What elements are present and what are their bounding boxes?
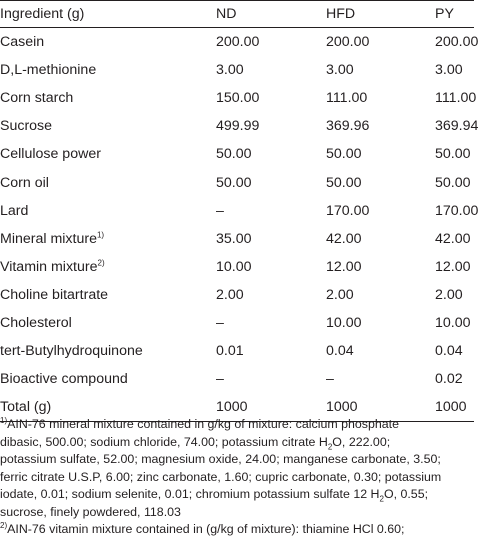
hfd-value-cell: 3.00: [326, 62, 354, 79]
ingredient-cell: Lard: [0, 202, 29, 219]
hfd-value-cell: 1000: [326, 393, 435, 422]
hfd-value-cell: 0.04: [326, 343, 354, 360]
nd-value-cell: 499.99: [216, 118, 260, 135]
table-body: [0, 28, 478, 422]
hfd-value-cell: 369.96: [326, 118, 370, 135]
table-row: [0, 365, 474, 393]
footnote-2-marker: 2): [0, 520, 8, 530]
py-value-cell: 1000: [435, 393, 474, 422]
hfd-value-cell: 42.00: [326, 230, 362, 247]
py-value-cell: 170.00: [435, 202, 478, 219]
table-row: [0, 56, 474, 84]
py-value-cell: 42.00: [435, 230, 471, 247]
hfd-value-cell: 170.00: [326, 202, 370, 219]
nd-value-cell: 10.00: [216, 258, 252, 275]
nd-value-cell: 200.00: [216, 34, 260, 51]
footnote-2-line-1: $^{2)}$AIN-76 vitamin mixture contained in (g/kg of mixture): thiamine HCl 0.60;: [0, 520, 405, 536]
table-row: [0, 84, 474, 112]
py-value-cell: 200.00: [435, 34, 478, 51]
ingredient-cell: Cellulose power: [0, 146, 101, 163]
header-nd: ND: [216, 1, 326, 28]
ingredient-cell: Cholesterol: [0, 314, 72, 331]
footnote-ref: 1): [96, 229, 105, 239]
nd-value-cell: 0.01: [216, 343, 244, 360]
hfd-value-cell: 2.00: [326, 286, 354, 303]
footnote-1-marker: 1): [0, 415, 8, 425]
hfd-value-cell: 50.00: [326, 174, 362, 191]
header-hfd: HFD: [326, 1, 435, 28]
footnote-1-line-2: dibasic, 500.00; sodium chloride, 74.00; potassium citrate $H_2O$, 222.00;: [0, 434, 391, 451]
hfd-value-cell: 10.00: [326, 314, 362, 331]
nd-value-cell: –: [216, 202, 224, 219]
nd-value-cell: 35.00: [216, 230, 252, 247]
nd-value-cell: –: [216, 371, 224, 388]
ingredient-cell: D,L-methionine: [0, 62, 97, 79]
py-value-cell: 3.00: [435, 62, 463, 79]
header-ingredient: Ingredient (g): [0, 1, 216, 28]
nd-value-cell: 2.00: [216, 286, 244, 303]
nd-value-cell: 50.00: [216, 174, 252, 191]
table-row: [0, 225, 474, 253]
nd-value-cell: 150.00: [216, 90, 260, 107]
hfd-value-cell: 12.00: [326, 258, 362, 275]
ingredient-cell: Mineral mixture$^{1)}$: [0, 229, 105, 247]
footnote-1-line-6: sucrose, finely powdered, 118.03: [0, 504, 181, 519]
table-row: [0, 168, 474, 196]
table-row: [0, 337, 474, 365]
nd-value-cell: 1000: [216, 393, 326, 422]
footnote-1-line-1: $^{1)}$AIN-76 mineral mixture contained in g/kg of mixture: calcium phosphate: [0, 415, 399, 431]
nd-value-cell: 3.00: [216, 62, 244, 79]
ingredient-cell: Total (g): [0, 393, 216, 422]
ingredient-cell: Casein: [0, 34, 45, 51]
footnote-1-line-3: potassium sulfate, 52.00; magnesium oxide, 24.00; manganese carbonate, 3.50;: [0, 452, 441, 466]
py-value-cell: 50.00: [435, 174, 471, 191]
header-py: PY: [435, 1, 474, 28]
table-row: [0, 197, 474, 225]
py-value-cell: 0.04: [435, 343, 463, 360]
table-header-row: [0, 1, 474, 28]
hfd-value-cell: 111.00: [326, 90, 368, 107]
hfd-value-cell: –: [326, 371, 334, 388]
py-value-cell: 12.00: [435, 258, 471, 275]
table-row: [0, 28, 474, 57]
py-value-cell: 0.02: [435, 371, 463, 388]
ingredient-cell: tert-Butylhydroquinone: [0, 343, 143, 360]
py-value-cell: 2.00: [435, 286, 463, 303]
py-value-cell: 10.00: [435, 314, 471, 331]
table-row: [0, 140, 474, 168]
table-row: [0, 309, 474, 337]
footnote-1-line-4: ferric citrate U.S.P, 6.00; zinc carbonate, 1.60; cupric carbonate, 0.30; potassium: [0, 469, 442, 484]
nd-value-cell: 50.00: [216, 146, 252, 163]
table-row: [0, 253, 474, 281]
ingredient-cell: Sucrose: [0, 118, 53, 135]
ingredient-cell: Corn starch: [0, 90, 74, 107]
hfd-value-cell: 200.00: [326, 34, 370, 51]
footnote-1-line-5: iodate, 0.01; sodium selenite, 0.01; chromium potassium sulfate 12 $H_2O$, 0.55;: [0, 487, 429, 504]
nd-value-cell: –: [216, 314, 224, 331]
ingredient-cell: Vitamin mixture$^{2)}$: [0, 258, 105, 275]
ingredient-cell: Bioactive compound: [0, 371, 128, 388]
py-value-cell: 111.00: [435, 90, 477, 107]
footnotes: [0, 416, 474, 539]
table-row: [0, 281, 474, 309]
ingredient-cell: Choline bitartrate: [0, 286, 109, 303]
py-value-cell: 50.00: [435, 146, 471, 163]
py-value-cell: 369.94: [435, 118, 478, 135]
ingredient-cell: Corn oil: [0, 174, 49, 191]
hfd-value-cell: 50.00: [326, 146, 362, 163]
table-row: [0, 112, 474, 140]
footnote-ref: 2): [97, 258, 105, 268]
